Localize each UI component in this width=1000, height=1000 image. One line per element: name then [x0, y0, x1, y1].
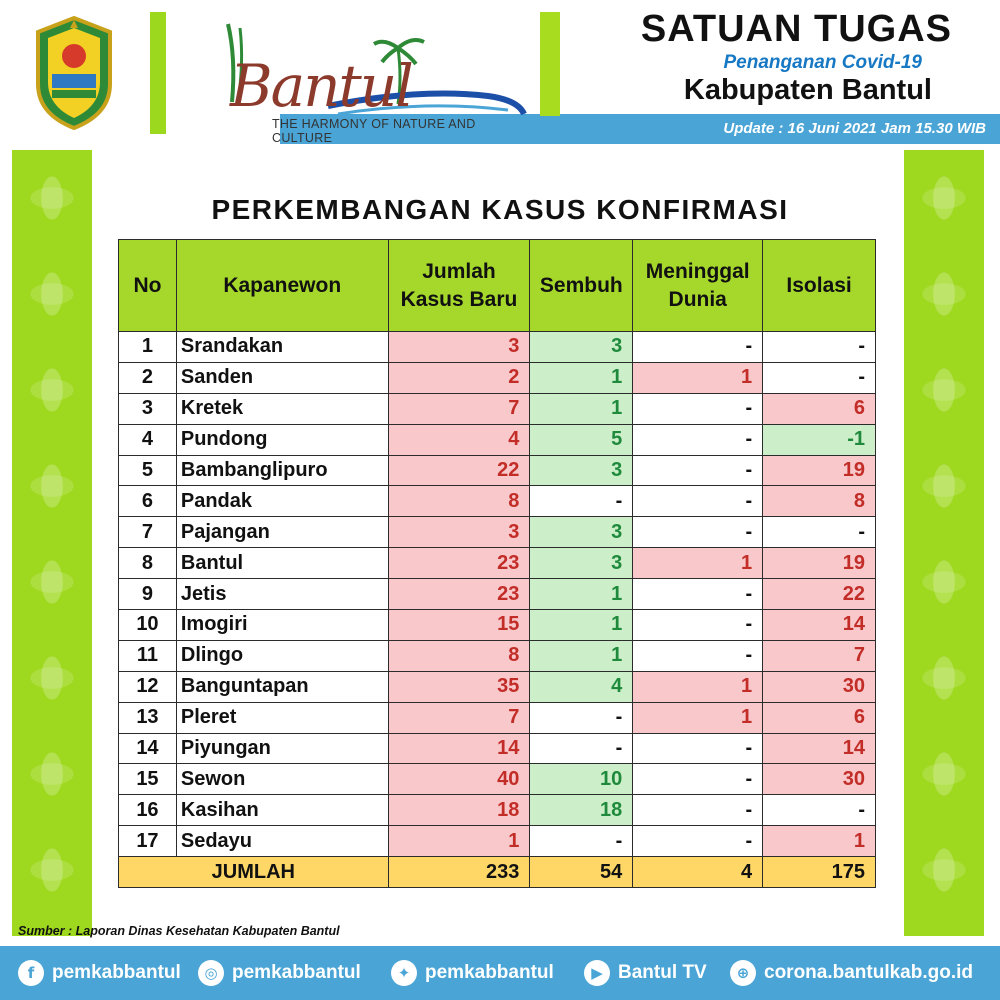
page-title: PERKEMBANGAN KASUS KONFIRMASI	[211, 194, 789, 225]
row-meninggal: -	[633, 610, 763, 641]
youtube-link[interactable]	[584, 959, 707, 987]
row-kapanewon: Dlingo	[176, 640, 388, 671]
row-isolasi: 30	[763, 764, 876, 795]
row-kasus-baru: 3	[388, 517, 530, 548]
row-kasus-baru: 35	[388, 671, 530, 702]
row-kapanewon: Sanden	[176, 362, 388, 393]
table-row	[119, 640, 876, 671]
row-sembuh: 1	[530, 579, 633, 610]
total-kasus-baru: 233	[388, 857, 530, 888]
website-url: corona.bantulkab.go.id	[764, 962, 974, 983]
table-row	[119, 424, 876, 455]
row-sembuh: 10	[530, 764, 633, 795]
total-row	[119, 857, 876, 888]
row-sembuh: -	[530, 702, 633, 733]
row-meninggal: 1	[633, 702, 763, 733]
row-number: 4	[119, 424, 177, 455]
bantul-logo	[188, 18, 528, 145]
satgas-subtitle: Penanganan Covid-19	[723, 52, 922, 73]
row-kapanewon: Bantul	[176, 548, 388, 579]
total-isolasi: 175	[763, 857, 876, 888]
facebook-icon: f	[18, 960, 44, 986]
row-meninggal: -	[633, 486, 763, 517]
row-number: 2	[119, 362, 177, 393]
row-meninggal: -	[633, 579, 763, 610]
bantul-emblem-icon	[30, 14, 118, 132]
row-meninggal: -	[633, 424, 763, 455]
row-kasus-baru: 18	[388, 795, 530, 826]
twitter-icon: ✦	[391, 960, 417, 986]
row-meninggal: -	[633, 795, 763, 826]
update-timestamp: Update : 16 Juni 2021 Jam 15.30 WIB	[723, 120, 986, 137]
youtube-icon: ▶	[584, 960, 610, 986]
row-sembuh: 1	[530, 610, 633, 641]
row-kapanewon: Bambanglipuro	[176, 455, 388, 486]
row-kapanewon: Imogiri	[176, 610, 388, 641]
row-kapanewon: Jetis	[176, 579, 388, 610]
satgas-title: SATUAN TUGAS	[640, 8, 952, 50]
source-note: Sumber : Laporan Dinas Kesehatan Kabupaten Bantul	[18, 924, 340, 938]
row-number: 6	[119, 486, 177, 517]
row-number: 5	[119, 455, 177, 486]
row-kapanewon: Piyungan	[176, 733, 388, 764]
row-kapanewon: Pundong	[176, 424, 388, 455]
column-header-meninggal-dunia: Meninggal Dunia	[633, 240, 763, 332]
twitter-link[interactable]	[391, 959, 554, 987]
facebook-handle: pemkabbantul	[52, 962, 181, 983]
row-kasus-baru: 7	[388, 702, 530, 733]
row-isolasi: -	[763, 795, 876, 826]
table-row	[119, 332, 876, 363]
row-meninggal: -	[633, 332, 763, 363]
table-row	[119, 764, 876, 795]
row-kapanewon: Sedayu	[176, 826, 388, 857]
left-decorative-pattern	[12, 150, 92, 936]
row-isolasi: 30	[763, 671, 876, 702]
row-kasus-baru: 8	[388, 486, 530, 517]
case-table	[118, 239, 876, 888]
table-header-row	[119, 240, 876, 332]
row-isolasi: -	[763, 362, 876, 393]
row-kapanewon: Pajangan	[176, 517, 388, 548]
row-isolasi: 6	[763, 702, 876, 733]
row-number: 8	[119, 548, 177, 579]
row-sembuh: -	[530, 733, 633, 764]
right-decorative-pattern	[904, 150, 984, 936]
row-sembuh: 1	[530, 362, 633, 393]
column-header-kapanewon: Kapanewon	[176, 240, 388, 332]
row-kapanewon: Kasihan	[176, 795, 388, 826]
table-row	[119, 517, 876, 548]
row-kasus-baru: 2	[388, 362, 530, 393]
row-kasus-baru: 8	[388, 640, 530, 671]
row-meninggal: 1	[633, 362, 763, 393]
row-sembuh: 18	[530, 795, 633, 826]
table-row	[119, 795, 876, 826]
row-meninggal: -	[633, 393, 763, 424]
twitter-handle: pemkabbantul	[425, 962, 554, 983]
row-number: 9	[119, 579, 177, 610]
row-kapanewon: Pandak	[176, 486, 388, 517]
row-isolasi: -	[763, 332, 876, 363]
social-footer	[0, 946, 1000, 1000]
row-isolasi: 14	[763, 733, 876, 764]
row-meninggal: -	[633, 826, 763, 857]
row-isolasi: 19	[763, 455, 876, 486]
header-green-bar-right	[540, 12, 560, 116]
row-number: 16	[119, 795, 177, 826]
row-isolasi: 1	[763, 826, 876, 857]
row-kasus-baru: 14	[388, 733, 530, 764]
row-isolasi: 6	[763, 393, 876, 424]
row-isolasi: 22	[763, 579, 876, 610]
instagram-link[interactable]	[198, 959, 361, 987]
row-isolasi: 7	[763, 640, 876, 671]
row-sembuh: 3	[530, 517, 633, 548]
logo-tagline: THE HARMONY OF NATURE AND CULTURE	[272, 117, 476, 145]
table-row	[119, 362, 876, 393]
table-row	[119, 393, 876, 424]
row-meninggal: -	[633, 733, 763, 764]
instagram-handle: pemkabbantul	[232, 962, 361, 983]
youtube-channel: Bantul TV	[618, 962, 707, 983]
table-row	[119, 702, 876, 733]
row-isolasi: -1	[763, 424, 876, 455]
row-sembuh: 1	[530, 393, 633, 424]
row-kapanewon: Kretek	[176, 393, 388, 424]
row-kapanewon: Banguntapan	[176, 671, 388, 702]
row-number: 1	[119, 332, 177, 363]
row-number: 17	[119, 826, 177, 857]
table-row	[119, 733, 876, 764]
table-row	[119, 455, 876, 486]
row-kasus-baru: 3	[388, 332, 530, 363]
satgas-region: Kabupaten Bantul	[683, 74, 932, 106]
row-sembuh: 5	[530, 424, 633, 455]
row-meninggal: 1	[633, 671, 763, 702]
column-header-isolasi: Isolasi	[763, 240, 876, 332]
row-kasus-baru: 1	[388, 826, 530, 857]
row-sembuh: 1	[530, 640, 633, 671]
row-kasus-baru: 23	[388, 579, 530, 610]
instagram-icon: ◎	[198, 960, 224, 986]
row-sembuh: -	[530, 826, 633, 857]
row-number: 14	[119, 733, 177, 764]
row-isolasi: -	[763, 517, 876, 548]
row-isolasi: 8	[763, 486, 876, 517]
row-sembuh: 3	[530, 455, 633, 486]
table-row	[119, 486, 876, 517]
row-sembuh: 3	[530, 548, 633, 579]
update-bar	[560, 114, 1000, 144]
row-number: 11	[119, 640, 177, 671]
table-row	[119, 826, 876, 857]
row-kasus-baru: 7	[388, 393, 530, 424]
table-row	[119, 610, 876, 641]
row-number: 13	[119, 702, 177, 733]
row-meninggal: -	[633, 640, 763, 671]
row-kasus-baru: 40	[388, 764, 530, 795]
row-kapanewon: Sewon	[176, 764, 388, 795]
column-header-sembuh: Sembuh	[530, 240, 633, 332]
website-link[interactable]	[730, 959, 973, 987]
row-sembuh: 3	[530, 332, 633, 363]
total-label: JUMLAH	[119, 857, 389, 888]
row-meninggal: -	[633, 764, 763, 795]
row-kapanewon: Srandakan	[176, 332, 388, 363]
row-kasus-baru: 22	[388, 455, 530, 486]
row-kapanewon: Pleret	[176, 702, 388, 733]
row-isolasi: 14	[763, 610, 876, 641]
row-meninggal: 1	[633, 548, 763, 579]
row-number: 10	[119, 610, 177, 641]
column-header-jumlah-kasus-baru: Jumlah Kasus Baru	[388, 240, 530, 332]
row-kasus-baru: 15	[388, 610, 530, 641]
row-sembuh: -	[530, 486, 633, 517]
table-row	[119, 671, 876, 702]
table-row	[119, 579, 876, 610]
total-sembuh: 54	[530, 857, 633, 888]
row-number: 15	[119, 764, 177, 795]
row-number: 3	[119, 393, 177, 424]
row-kasus-baru: 23	[388, 548, 530, 579]
row-meninggal: -	[633, 455, 763, 486]
row-isolasi: 19	[763, 548, 876, 579]
row-kasus-baru: 4	[388, 424, 530, 455]
header-green-bar	[150, 12, 166, 134]
table-row	[119, 548, 876, 579]
globe-icon: ⊕	[730, 960, 756, 986]
total-meninggal: 4	[633, 857, 763, 888]
column-header-no: No	[119, 240, 177, 332]
row-sembuh: 4	[530, 671, 633, 702]
row-number: 7	[119, 517, 177, 548]
facebook-link[interactable]	[18, 959, 181, 987]
row-number: 12	[119, 671, 177, 702]
logo-wordmark: Bantul	[230, 52, 412, 120]
row-meninggal: -	[633, 517, 763, 548]
